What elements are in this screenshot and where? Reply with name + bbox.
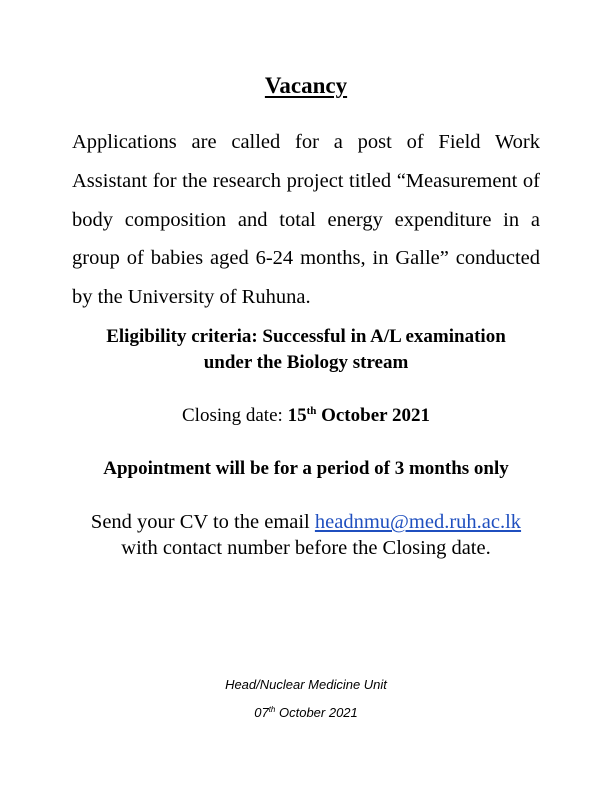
footer-unit: Head/Nuclear Medicine Unit (225, 677, 387, 692)
closing-date-label: Closing date: (182, 405, 288, 426)
eligibility-criteria (72, 324, 540, 376)
send-cv-instructions (0, 509, 612, 561)
email-link[interactable]: headnmu@med.ruh.ac.lk (314, 511, 522, 533)
footer-date (0, 705, 612, 720)
appointment-period: Appointment will be for a period of 3 months only (103, 458, 509, 479)
closing-date-day: 15 (287, 405, 307, 426)
page-title: Vacancy (264, 73, 348, 98)
eligibility-line-1: Eligibility criteria: Successful in A/L examination (106, 326, 506, 347)
closing-date-value (288, 405, 430, 426)
intro-paragraph: Applications are called for a post of Field Work Assistant for the research project titled “Measurement of body composition and total energy expenditure in a group of babies aged 6-24 months, in Galle” conducted by the University of Ruhuna. (72, 131, 540, 309)
send-cv-line-2: with contact number before the Closing date. (121, 537, 491, 559)
eligibility-line-2: under the Biology stream (203, 352, 409, 373)
closing-date (0, 403, 612, 429)
send-cv-prefix: Send your CV to the email (90, 511, 315, 533)
footer-date-suffix: th (268, 705, 276, 714)
closing-date-month-year: October 2021 (316, 405, 430, 426)
closing-date-suffix: th (306, 405, 317, 417)
footer-date-day: 07 (254, 705, 269, 720)
footer-date-rest: October 2021 (275, 705, 358, 720)
